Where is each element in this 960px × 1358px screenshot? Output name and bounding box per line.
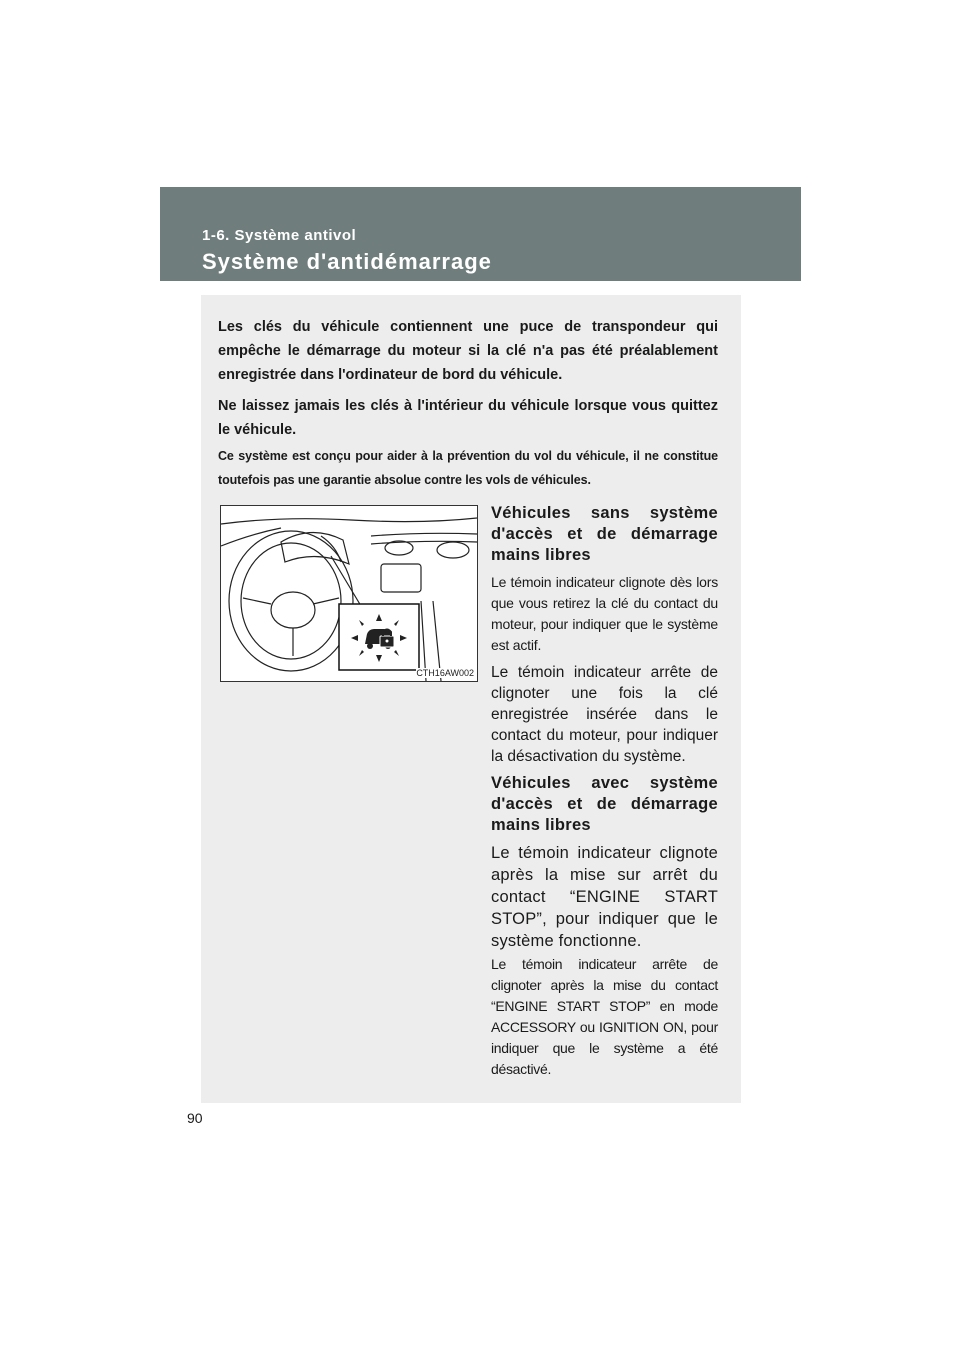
section-label: 1-6. Système antivol <box>202 227 357 244</box>
dashboard-illustration <box>220 505 478 682</box>
figure-code: CTH16AW002 <box>416 668 474 678</box>
page-title: Système d'antidémarrage <box>202 249 492 274</box>
section-a-paragraph-2: Le témoin indicateur arrête de clignoter une fois la clé enregistrée insérée dans le contact du moteur, pour indiquer la désactivation du système. <box>491 664 718 765</box>
intro-paragraph-2: Ne laissez jamais les clés à l'intérieur du véhicule lorsque vous quittez le véhicule. <box>218 398 718 438</box>
intro-paragraph-3: Ce système est conçu pour aider à la prévention du vol du véhicule, il ne constitue toutefois pas une garantie absolue contre les vols de véhicules. <box>218 449 718 487</box>
content-panel <box>201 295 741 1103</box>
intro-paragraph-1: Les clés du véhicule contiennent une puce de transpondeur qui empêche le démarrage du moteur si la clé n'a pas été préalablement enregistrée dans l'ordinateur de bord du véhicule. <box>218 319 718 383</box>
section-b-title: Véhicules avec système d'accès et de démarrage mains libres <box>491 774 718 834</box>
dashboard-drawing <box>221 506 477 681</box>
page-number: 90 <box>187 1110 203 1126</box>
section-a-title: Véhicules sans système d'accès et de démarrage mains libres <box>491 504 718 564</box>
section-a-paragraph-1: Le témoin indicateur clignote dès lors que vous retirez la clé du contact du moteur, pour indiquer que le système est actif. <box>491 574 718 653</box>
section-b-paragraph-2: Le témoin indicateur arrête de clignoter après la mise du contact “ENGINE START STOP” en mode ACCESSORY ou IGNITION ON, pour indiquer que le système a été désactivé. <box>491 956 718 1077</box>
section-b-paragraph-1: Le témoin indicateur clignote après la mise sur arrêt du contact “ENGINE START STOP”, pour indiquer que le système fonctionne. <box>491 844 718 950</box>
page-header <box>160 187 801 281</box>
